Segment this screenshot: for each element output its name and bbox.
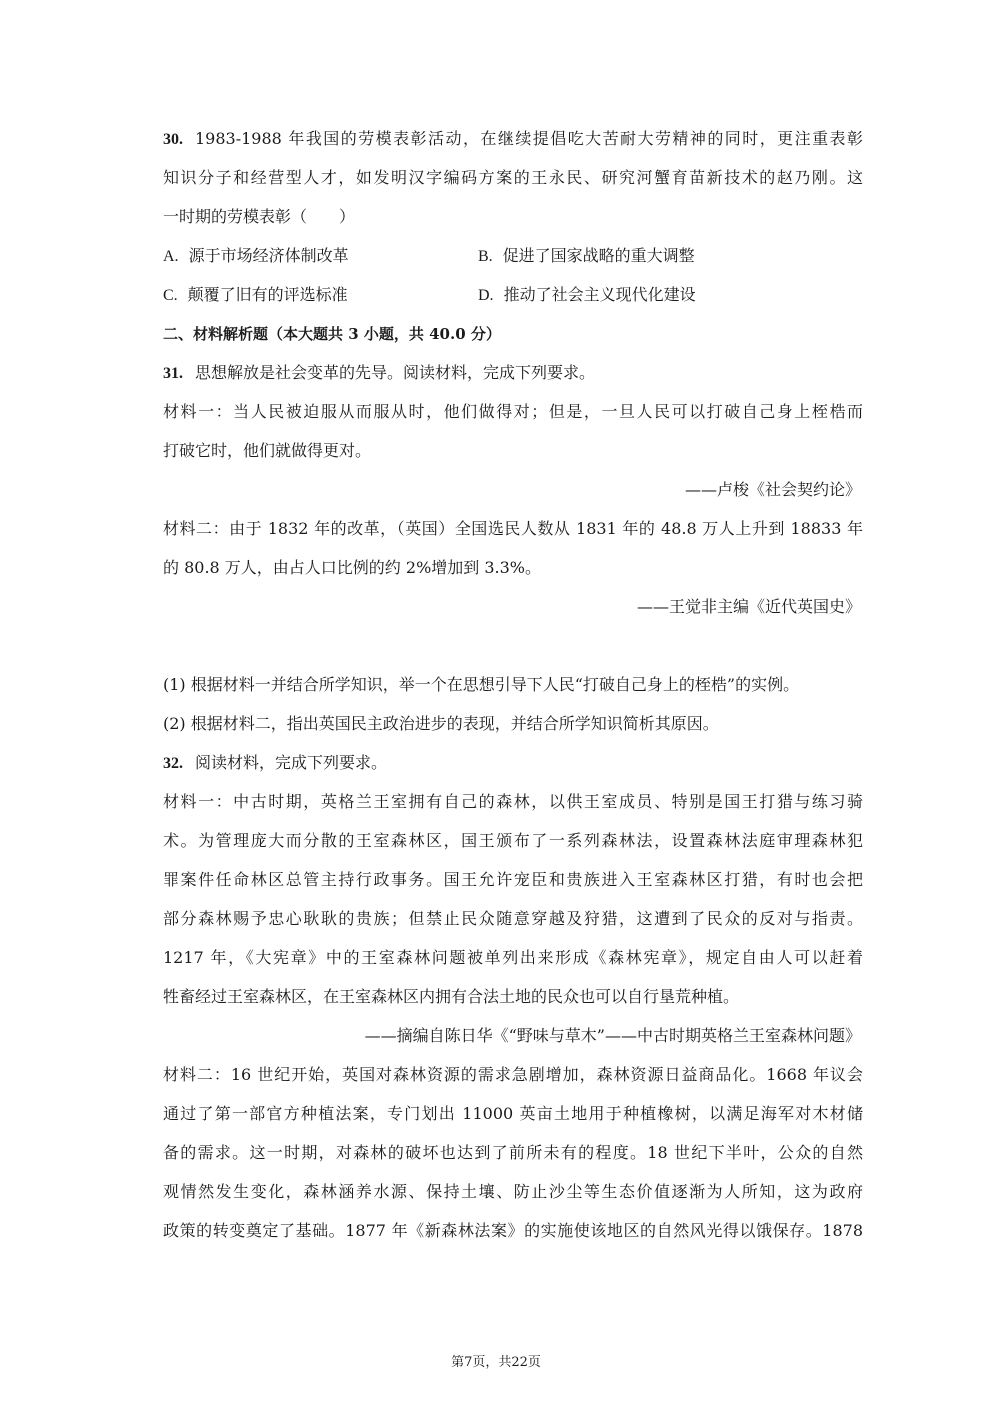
q31-source-2: ——王觉非主编《近代英国史》	[636, 597, 861, 616]
q32-line-intro	[163, 753, 863, 774]
q31-material1-line-1: 材料一：当人民被迫服从而服从时，他们做得对；但是，一旦人民可以打破自己身上桎梏而	[163, 402, 863, 421]
q30-option-a[interactable]	[163, 246, 349, 267]
option-text: 推动了社会主义现代化建设	[503, 285, 696, 304]
q30-option-d[interactable]	[478, 285, 696, 306]
q30-line-1	[163, 129, 863, 150]
option-letter: C.	[163, 287, 178, 304]
q32-material2-line-1: 材料二：16 世纪开始，英国对森林资源的需求急剧增加，森林资源日益商品化。1668 年议会	[163, 1065, 863, 1084]
q32-material2-line-3: 备的需求。这一时期，对森林的破坏也达到了前所未有的程度。18 世纪下半叶，公众的自然	[163, 1143, 863, 1162]
q32-material1-line-1: 材料一：中古时期，英格兰王室拥有自己的森林，以供王室成员、特别是国王打猎与练习骑	[163, 792, 863, 811]
q30-line-2: 知识分子和经营型人才，如发明汉字编码方案的王永民、研究河蟹育苗新技术的赵乃刚。这	[163, 168, 863, 187]
page-footer: 第7页，共22页	[451, 1355, 541, 1370]
option-letter: B.	[478, 248, 493, 265]
q31-number: 31.	[163, 365, 183, 382]
q31-line-intro	[163, 363, 863, 384]
q32-material1-line-6: 牲畜经过王室森林区，在王室森林区内拥有合法土地的民众也可以自行垦荒种植。	[163, 987, 740, 1006]
option-text: 促进了国家战略的重大调整	[502, 246, 695, 265]
q30-text-1: 1983-1988 年我国的劳模表彰活动，在继续提倡吃大苦耐大劳精神的同时，更注重表彰	[195, 129, 863, 148]
q30-option-c[interactable]	[163, 285, 348, 306]
option-letter: D.	[478, 287, 494, 304]
q32-material1-line-4: 部分森林赐予忠心耿耿的贵族；但禁止民众随意穿越及狩猎，这遭到了民众的反对与指责。	[163, 909, 863, 928]
q32-intro: 阅读材料，完成下列要求。	[195, 753, 388, 772]
q31-question-1: (1) 根据材料一并结合所学知识，举一个在思想引导下人民“打破自己身上的桎梏”的实例。	[163, 675, 800, 694]
q31-question-2: (2) 根据材料二，指出英国民主政治进步的表现，并结合所学知识简析其原因。	[163, 714, 719, 733]
q32-material1-line-5: 1217 年，《大宪章》中的王室森林问题被单列出来形成《森林宪章》，规定自由人可以赶着	[163, 948, 863, 967]
option-letter: A.	[163, 248, 179, 265]
q31-intro: 思想解放是社会变革的先导。阅读材料，完成下列要求。	[195, 363, 596, 382]
q32-number: 32.	[163, 755, 183, 772]
q32-material1-line-3: 罪案件任命林区总管主持行政事务。国王允许宠臣和贵族进入王室森林区打猎，有时也会把	[163, 870, 863, 889]
option-text: 颠覆了旧有的评选标准	[187, 285, 348, 304]
q31-material1-line-2: 打破它时，他们就做得更对。	[163, 441, 372, 460]
q30-option-b[interactable]	[478, 246, 695, 267]
q32-material2-line-5: 政策的转变奠定了基础。1877 年《新森林法案》的实施使该地区的自然风光得以饿保存。1878	[163, 1221, 863, 1240]
q32-source-1: ——摘编自陈日华《“野味与草木”——中古时期英格兰王室森林问题》	[364, 1026, 861, 1045]
section-heading: 二、材料解析题（本大题共 3 小题，共 40.0 分）	[163, 325, 501, 343]
q30-line-3: 一时期的劳模表彰（ ）	[163, 207, 356, 226]
q32-material2-line-4: 观情然发生变化，森林涵养水源、保持土壤、防止沙尘等生态价值逐渐为人所知，这为政府	[163, 1182, 863, 1201]
q32-material2-line-2: 通过了第一部官方种植法案，专门划出 11000 英亩土地用于种植橡树，以满足海军对木材储	[163, 1104, 863, 1123]
q32-material1-line-2: 术。为管理庞大而分散的王室森林区，国王颁布了一系列森林法，设置森林法庭审理森林犯	[163, 831, 863, 850]
q31-source-1: ——卢梭《社会契约论》	[684, 480, 861, 499]
q31-material2-line-1: 材料二：由于 1832 年的改革，（英国）全国选民人数从 1831 年的 48.8 万人上升到 18833 年	[163, 519, 863, 538]
q30-number: 30.	[163, 131, 183, 148]
q31-material2-line-2: 的 80.8 万人，由占人口比例的约 2%增加到 3.3%。	[163, 558, 542, 577]
option-text: 源于市场经济体制改革	[188, 246, 349, 265]
